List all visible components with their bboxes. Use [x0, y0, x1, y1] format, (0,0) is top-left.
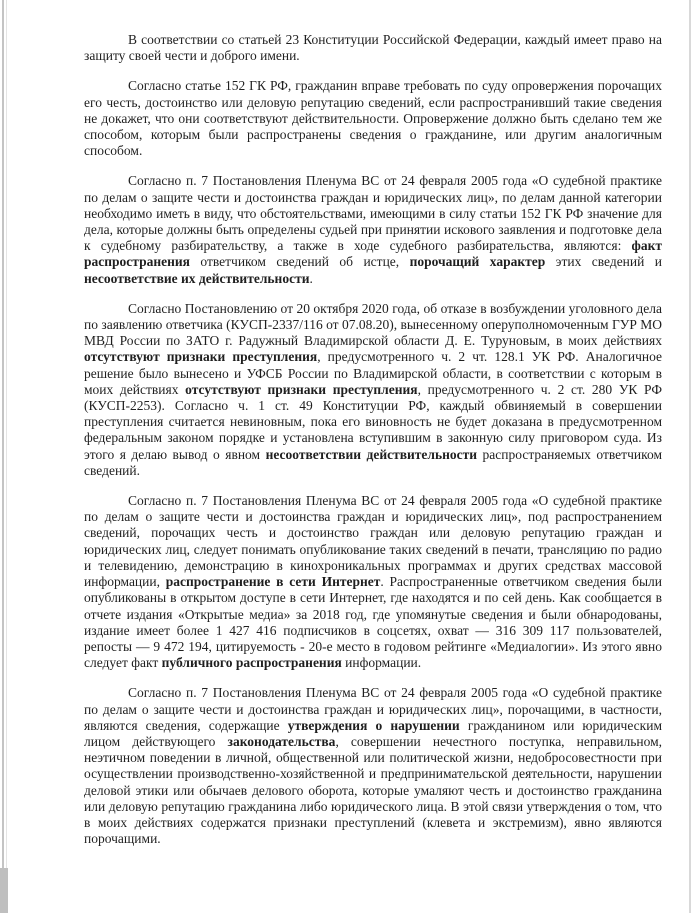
page-edge-right-line: [689, 0, 691, 913]
text-run: .: [309, 270, 313, 286]
text-run: Согласно п. 7 Постановления Пленума ВС от 24 февраля 2005 года «О судебной практике по делам о защите чести и достоинства граждан и юридических лиц», под распространением сведений, порочащих честь и достоинство граждан или деловую репутацию граждан и юридических лиц, следует понимать опубликование таких сведений в печати, трансляцию по радио и телевидению, демонстрацию в кинохроникальных программах и других средствах массовой информации,: [84, 493, 662, 590]
text-run: Согласно статье 152 ГК РФ, гражданин вправе требовать по суду опровержения порочащих его честь, достоинство или деловую репутацию сведений, если распространивший такие сведения не докажет, что они соответствуют действительности. Опровержение должно быть сделано тем же способом, которым были распространены сведения о гражданине, или другим аналогичным способом.: [84, 78, 662, 159]
paragraph: [84, 173, 662, 286]
emphasized-text-run: факт распространения: [84, 238, 662, 270]
text-run: , совершении нечестного поступка, неправильном, неэтичном поведении в личной, общественной или политической жизни, недобросовестности при осуществлении производственно-хозяйственной и предпринимательской деятельности, нарушении деловой этики или обычаев делового оборота, которые умаляют честь и достоинство гражданина или деловую репутацию гражданина либо юридического лица. В этой связи утверждения о том, что в моих действиях содержатся признаки преступлений (клевета и экстремизм), явно являются порочащими.: [84, 733, 662, 847]
text-run: , предусмотренного ч. 2 ст. 280 УК РФ (КУСП-2253). Согласно ч. 1 ст. 49 Конституции РФ, каждый обвиняемый в совершении преступления считается невиновным, пока его виновность не будет доказана в предусмотренном федеральным законом порядке и установлена вступившим в законную силу приговором суда. Из этого я делаю вывод о явном: [84, 381, 662, 462]
text-run: этих сведений и: [545, 254, 662, 270]
paragraph: [84, 32, 662, 64]
emphasized-text-run: распространение в сети Интернет: [165, 574, 381, 590]
scan-artifact-bottom-left: [0, 868, 8, 913]
text-run: В соответствии со статьей 23 Конституции Российской Федерации, каждый имеет право на защиту своей чести и доброго имени.: [84, 32, 662, 64]
text-run: информации.: [341, 655, 422, 671]
text-run: Согласно п. 7 Постановления Пленума ВС от 24 февраля 2005 года «О судебной практике по делам о защите чести и достоинства граждан и юридических лиц», порочащими, в частности, являются сведения, содержащие: [84, 685, 662, 733]
text-run: ответчиком сведений об истце,: [189, 254, 410, 270]
page-edge-left-line: [2, 0, 4, 913]
paragraph: [84, 301, 662, 479]
text-run: Согласно Постановлению от 20 октября 2020 года, об отказе в возбуждении уголовного дела по заявлению ответчика (КУСП-2337/116 от 07.08.20), вынесенному оперуполномоченным ГУР МО МВД России по ЗАТО г. Радужный Владимирской области Д. Е. Туруновым, в моих действиях: [84, 300, 662, 349]
emphasized-text-run: порочащий характер: [409, 254, 546, 270]
emphasized-text-run: утверждения о нарушении: [287, 717, 460, 733]
text-run: , предусмотренного ч. 2 чт. 128.1 УК РФ. Аналогичное решение было вынесено и УФСБ России по Владимирской области, в соответствии с которым в моих действиях: [84, 349, 662, 397]
emphasized-text-run: отсутствуют признаки преступления: [84, 349, 318, 365]
text-run: распространяемых ответчиком сведений.: [84, 446, 662, 478]
text-run: Согласно п. 7 Постановления Пленума ВС от 24 февраля 2005 года «О судебной практике по делам о защите чести и достоинства граждан и юридических лиц», по делам данной категории необходимо иметь в виду, что обстоятельствами, имеющими в силу статьи 152 ГК РФ значение для дела, которые должны быть определены судьей при принятии искового заявления и подготовке дела к судебному разбирательству, а также в ходе судебного разбирательства, являются:: [84, 173, 662, 254]
page-edge-left-inner-line: [6, 0, 7, 913]
emphasized-text-run: публичного распространения: [161, 655, 342, 671]
document-text: [84, 32, 662, 861]
text-run: . Распространенные ответчиком сведения были опубликованы в открытом доступе в сети Интернет, где находятся и по сей день. Как сообщается в отчете издания «Открытые медиа» за 2018 год, где упомянутые сведения и были обнародованы, издание имеет более 1 427 416 подписчиков в соцсетях, охват — 316 309 117 пользователей, репосты — 9 472 194, цитируемость - 20-е место в годовом рейтинге «Медиалогии». Из этого явно следует факт: [84, 574, 663, 671]
text-run: гражданином или юридическим лицом действующего: [84, 717, 662, 749]
emphasized-text-run: отсутствуют признаки преступления: [185, 381, 418, 397]
emphasized-text-run: несоответствие их действительности: [84, 270, 310, 286]
emphasized-text-run: несоответствии действительности: [265, 446, 478, 462]
paragraph: [84, 685, 662, 847]
emphasized-text-run: законодательства: [227, 733, 336, 749]
paragraph: [84, 78, 662, 159]
paragraph: [84, 493, 662, 671]
